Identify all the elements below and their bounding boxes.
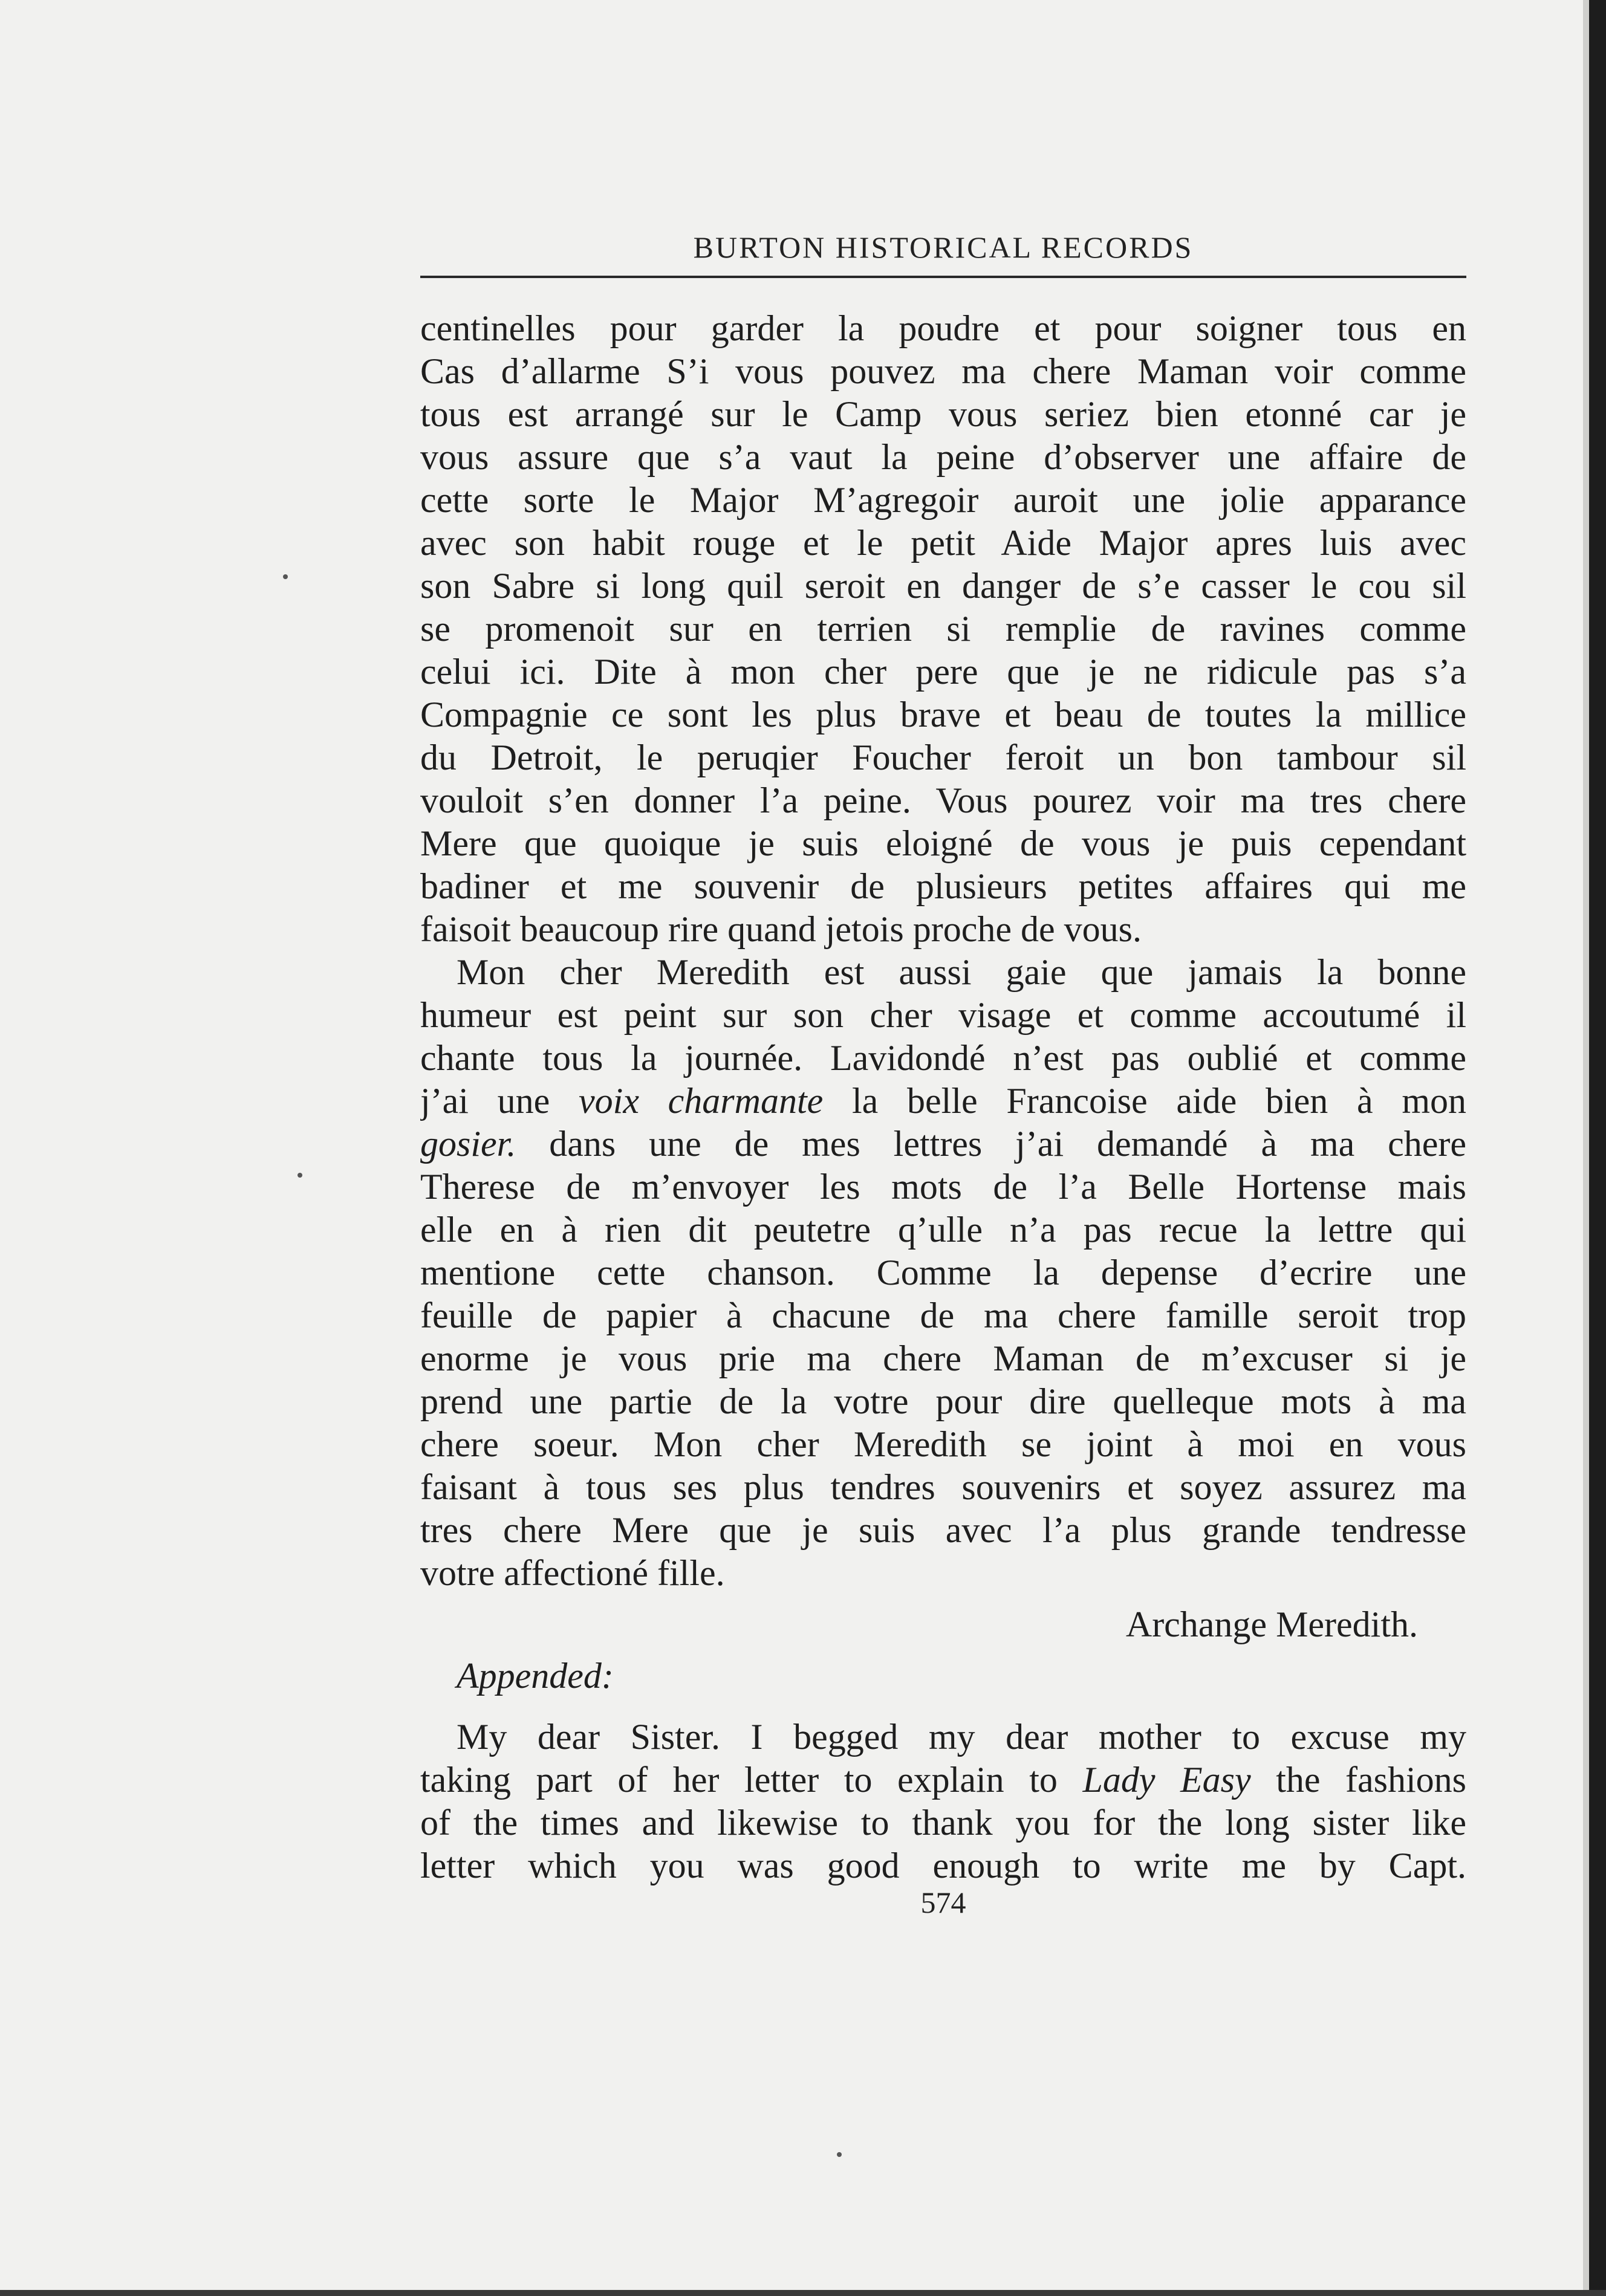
text-line: Therese de m’envoyer les mots de l’a Belle Hortense mais bbox=[420, 1167, 1466, 1207]
text-line: vouloit s’en donner l’a peine. Vous pourez voir ma tres chere bbox=[420, 780, 1466, 820]
text-line: cette sorte le Major M’agregoir auroit une jolie apparance bbox=[420, 480, 1466, 520]
text-line: chante tous la journée. Lavidondé n’est pas oublié et comme bbox=[420, 1038, 1466, 1078]
italic-phrase: gosier. bbox=[420, 1124, 516, 1164]
signature: Archange Meredith. bbox=[1125, 1604, 1418, 1644]
text-line: humeur est peint sur son cher visage et comme accoutumé il bbox=[420, 995, 1466, 1035]
text-line: votre affectioné fille. bbox=[420, 1553, 725, 1593]
text-line: son Sabre si long quil seroit en danger de s’e casser le cou sil bbox=[420, 566, 1466, 606]
text-line: Mere que quoique je suis eloigné de vous je puis cependant bbox=[420, 823, 1466, 863]
appended-heading: Appended: bbox=[457, 1656, 614, 1696]
text-line: avec son habit rouge et le petit Aide Major apres luis avec bbox=[420, 523, 1466, 563]
text-line: enorme je vous prie ma chere Maman de m’excuser si je bbox=[420, 1338, 1466, 1378]
text-line: of the times and likewise to thank you for the long sister like bbox=[420, 1803, 1466, 1843]
italic-phrase: Lady Easy bbox=[1082, 1760, 1251, 1800]
text-segment: j’ai une bbox=[420, 1081, 550, 1121]
text-line: faisoit beaucoup rire quand jetois proche de vous. bbox=[420, 909, 1142, 949]
running-header: BURTON HISTORICAL RECORDS bbox=[693, 230, 1194, 264]
text-line: badiner et me souvenir de plusieurs petites affaires qui me bbox=[420, 866, 1466, 906]
text-line: Compagnie ce sont les plus brave et beau de toutes la millice bbox=[420, 695, 1466, 735]
text-line: du Detroit, le peruqier Foucher feroit un bon tambour sil bbox=[420, 738, 1466, 777]
text-line: chere soeur. Mon cher Meredith se joint à moi en vous bbox=[420, 1424, 1466, 1464]
scan-edge-right bbox=[1589, 0, 1606, 2296]
text-line: prend une partie de la votre pour dire quelleque mots à ma bbox=[420, 1381, 1466, 1421]
text-line: elle en à rien dit peutetre q’ulle n’a pas recue la lettre qui bbox=[420, 1210, 1466, 1250]
text-line: My dear Sister. I begged my dear mother to excuse my bbox=[457, 1717, 1466, 1757]
text-line: se promenoit sur en terrien si remplie de ravines comme bbox=[420, 609, 1466, 649]
header-rule bbox=[420, 276, 1466, 278]
text-line-mixed bbox=[420, 1759, 1466, 1801]
scan-speck bbox=[297, 1173, 302, 1178]
page-number: 574 bbox=[920, 1886, 966, 1919]
text-line: letter which you was good enough to write me by Capt. bbox=[420, 1846, 1466, 1886]
scan-speck bbox=[837, 2152, 842, 2157]
text-line-mixed bbox=[420, 1080, 1466, 1123]
text-line: celui ici. Dite à mon cher pere que je ne ridicule pas s’a bbox=[420, 652, 1466, 692]
text-line: tres chere Mere que je suis avec l’a plus grande tendresse bbox=[420, 1510, 1466, 1550]
text-line: mentione cette chanson. Comme la depense d’ecrire une bbox=[420, 1253, 1466, 1292]
scan-speck bbox=[283, 574, 288, 579]
text-line-mixed bbox=[420, 1123, 1466, 1166]
text-segment: la belle Francoise aide bien à mon bbox=[852, 1081, 1466, 1121]
italic-phrase: voix charmante bbox=[579, 1081, 824, 1121]
text-line: Mon cher Meredith est aussi gaie que jamais la bonne bbox=[457, 952, 1466, 992]
body-text bbox=[420, 307, 1466, 1887]
text-segment: the fashions bbox=[1276, 1760, 1466, 1800]
text-line: tous est arrangé sur le Camp vous seriez bien etonné car je bbox=[420, 394, 1466, 434]
text-line: vous assure que s’a vaut la peine d’observer une affaire de bbox=[420, 437, 1466, 477]
text-line: faisant à tous ses plus tendres souvenirs et soyez assurez ma bbox=[420, 1467, 1466, 1507]
text-line: feuille de papier à chacune de ma chere famille seroit trop bbox=[420, 1296, 1466, 1335]
scan-edge-bottom bbox=[0, 2290, 1606, 2296]
text-segment: taking part of her letter to explain to bbox=[420, 1760, 1058, 1800]
text-line: Cas d’allarme S’i vous pouvez ma chere Maman voir comme bbox=[420, 351, 1466, 391]
text-line: centinelles pour garder la poudre et pour soigner tous en bbox=[420, 308, 1466, 348]
text-segment: dans une de mes lettres j’ai demandé à ma chere bbox=[549, 1124, 1466, 1164]
